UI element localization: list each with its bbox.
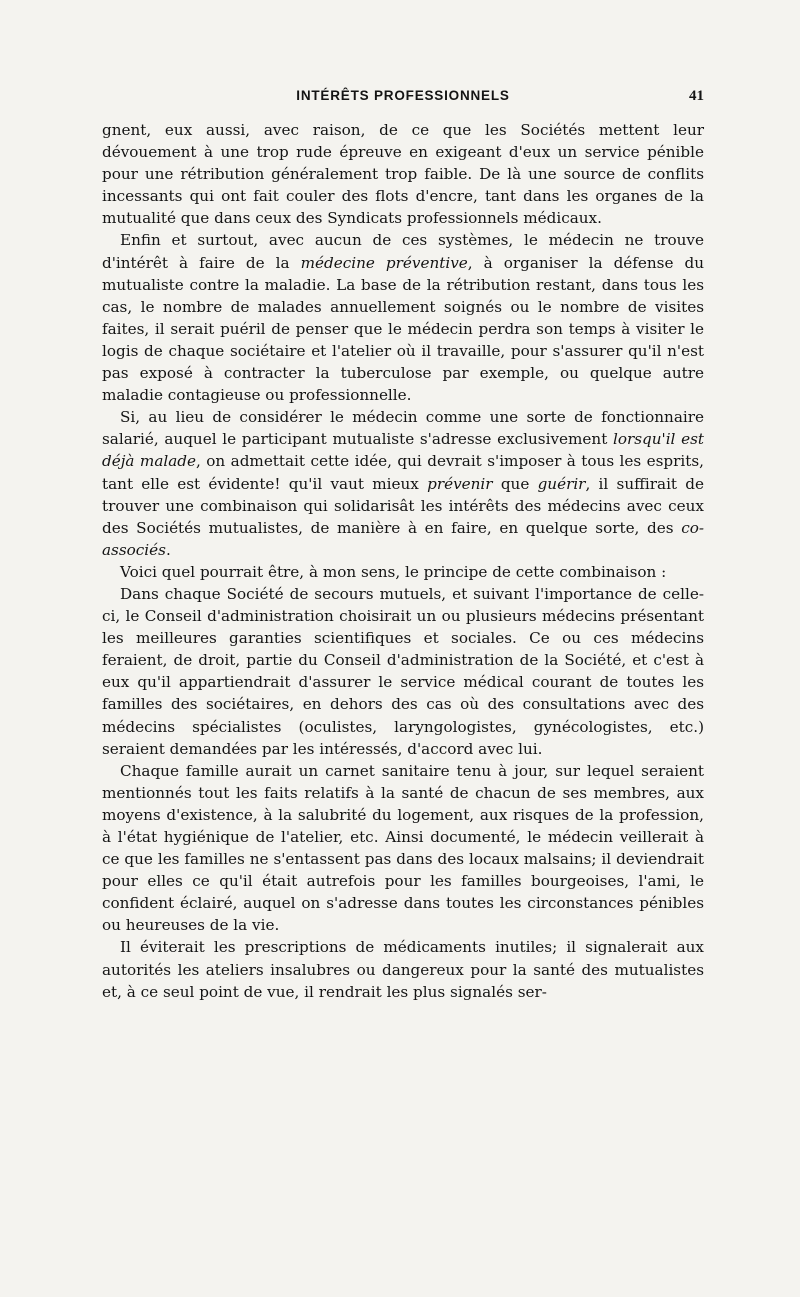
running-title: INTÉRÊTS PROFESSIONNELS	[296, 88, 510, 103]
paragraph	[102, 119, 704, 229]
italic-phrase: co-associés	[102, 518, 704, 559]
paragraph	[102, 760, 704, 937]
paragraph-text: .	[165, 540, 171, 559]
paragraph	[102, 229, 704, 406]
paragraph-text: Enfin et surtout, avec aucun de ces systèmes, le médecin ne trouve d'intérêt à faire de la	[102, 231, 704, 272]
paragraph	[102, 561, 704, 583]
paragraph-text: gnent, eux aussi, avec raison, de ce que les Sociétés mettent leur dévouement à une trop rude épreuve en exigeant d'eux un service pénible pour une rétribution généralement trop faible. De là une source de conflits incessants qui ont fait couler des flots d'encre, tant dans les organes de la mutualité que dans ceux des Syndicats professionnels médicaux.	[102, 121, 704, 228]
page-number: 41	[689, 88, 704, 104]
italic-phrase: prévenir	[427, 474, 493, 493]
paragraph-text: Dans chaque Société de secours mutuels, et suivant l'importance de celle-ci, le Conseil d'administration choisirait un ou plusieurs médecins présentant les meilleures garanties scientifiques et sociales. Ce ou ces médecins feraient, de droit, partie du Conseil d'administration de la Société, et c'est à eux qu'il appartiendrait d'assurer le service médical courant de toutes les familles des sociétaires, en dehors des cas où des consultations avec des médecins spécialistes (oculistes, laryngologistes, gynécologistes, etc.) seraient demandées par les intéressés, d'accord avec lui.	[102, 584, 704, 758]
paragraph-text: que	[492, 474, 538, 493]
paragraph	[102, 406, 704, 561]
paragraph-text: Voici quel pourrait être, à mon sens, le principe de cette combinaison :	[120, 562, 667, 581]
body-text	[102, 119, 704, 1003]
paragraph-text: Si, au lieu de considérer le médecin comme une sorte de fonctionnaire salarié, auquel le participant mutualiste s'adresse exclusivement	[102, 408, 704, 449]
paragraph-text: Chaque famille aurait un carnet sanitaire tenu à jour, sur lequel seraient mentionnés tout les faits relatifs à la santé de chacun de ses membres, aux moyens d'existence, à la salubrité du logement, aux risques de la profession, à l'état hygiénique de l'atelier, etc. Ainsi documenté, le médecin veillerait à ce que les familles ne s'entassent pas dans des locaux malsains; il deviendrait pour elles ce qu'il était autrefois pour les familles bourgeoises, l'ami, le confident éclairé, auquel on s'adresse dans toutes les circonstances pénibles ou heureuses de la vie.	[102, 761, 704, 935]
paragraph-text: Il éviterait les prescriptions de médicaments inutiles; il signalerait aux autorités les ateliers insalubres ou dangereux pour la santé des mutualistes et, à ce seul point de vue, il rendrait les plus signalés ser-	[102, 938, 704, 1001]
italic-phrase: guérir	[537, 474, 586, 493]
paragraph-text: , il suffirait de trouver une combinaison qui solidarisât les intérêts des médecins avec ceux des Sociétés mutualistes, de manière à en faire, en quelque sorte, des	[102, 474, 705, 537]
paragraph	[102, 936, 704, 1002]
italic-phrase: lorsqu'il est déjà malade	[102, 430, 704, 471]
paragraph	[102, 583, 704, 760]
italic-phrase: médecine préventive	[300, 253, 468, 272]
running-head	[102, 88, 704, 108]
paragraph-text: , à organiser la défense du mutualiste contre la maladie. La base de la rétribution restant, dans tous les cas, le nombre de malades annuellement soignés ou le nombre de visites faites, il serait puéril de penser que le médecin perdra son temps à visiter le logis de chaque sociétaire et l'atelier où il travaille, pour s'assurer qu'il n'est pas exposé à contracter la tuberculose par exemple, ou quelque autre maladie contagieuse ou professionnelle.	[102, 253, 704, 405]
paragraph-text: , on admettait cette idée, qui devrait s'imposer à tous les esprits, tant elle est évidente! qu'il vaut mieux	[102, 452, 704, 493]
